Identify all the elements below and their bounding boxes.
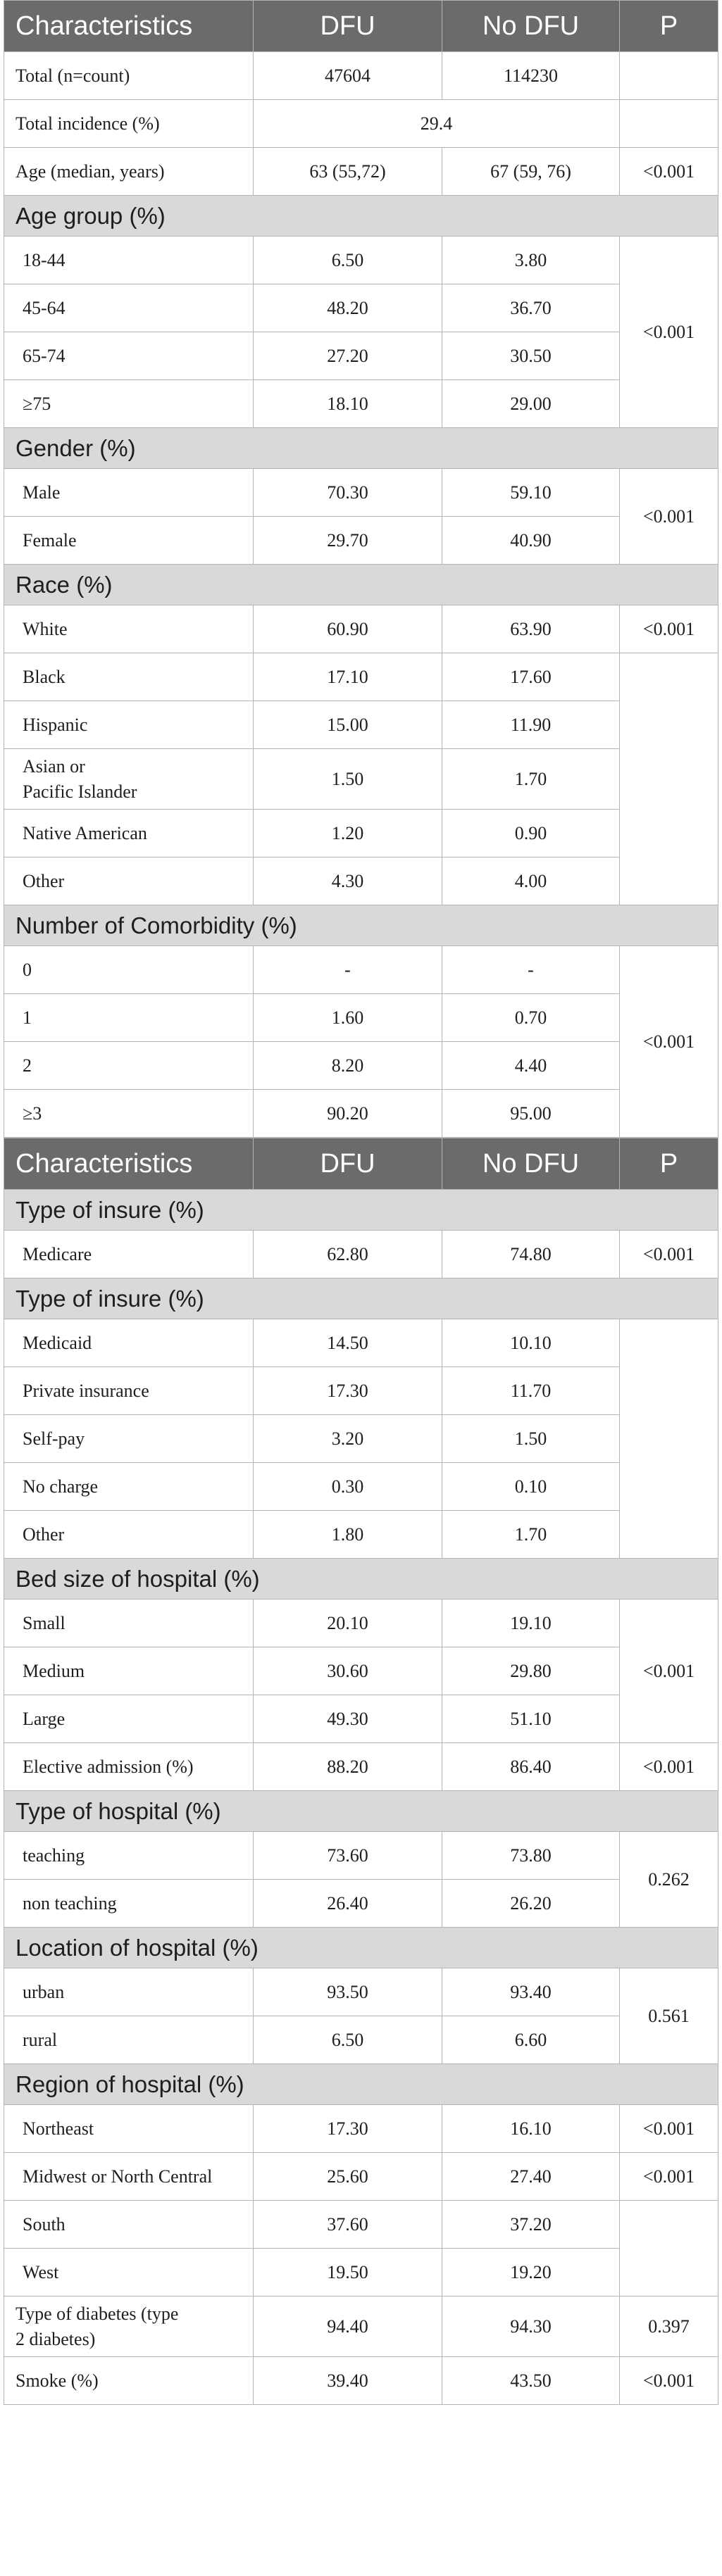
no-dfu-value: 4.40 — [442, 1042, 620, 1090]
row-label: 0 — [4, 946, 254, 994]
row-label: Type of diabetes (type 2 diabetes) — [4, 2297, 254, 2357]
row-label: Total incidence (%) — [4, 100, 254, 148]
section-row — [4, 2064, 718, 2105]
no-dfu-value: 51.10 — [442, 1695, 620, 1743]
row-label: 2 — [4, 1042, 254, 1090]
no-dfu-value: 67 (59, 76) — [442, 148, 620, 196]
dfu-value: 48.20 — [254, 284, 442, 332]
section-row — [4, 565, 718, 605]
dfu-value: 1.50 — [254, 749, 442, 810]
p-value: 0.561 — [620, 1968, 718, 2064]
table-row — [4, 2105, 718, 2153]
no-dfu-value: 93.40 — [442, 1968, 620, 2016]
section-label: Type of insure (%) — [4, 1278, 718, 1319]
section-row — [4, 1559, 718, 1600]
dfu-value: 26.40 — [254, 1880, 442, 1928]
dfu-value: 27.20 — [254, 332, 442, 380]
no-dfu-value: 27.40 — [442, 2153, 620, 2201]
table-row — [4, 857, 718, 905]
dfu-value: 63 (55,72) — [254, 148, 442, 196]
table-row — [4, 2201, 718, 2249]
row-label: ≥3 — [4, 1090, 254, 1138]
row-label: teaching — [4, 1832, 254, 1880]
no-dfu-value: 1.70 — [442, 749, 620, 810]
table-row — [4, 1319, 718, 1367]
dfu-value: 19.50 — [254, 2249, 442, 2297]
row-label: Native American — [4, 810, 254, 857]
row-label: Smoke (%) — [4, 2357, 254, 2405]
row-label: Black — [4, 653, 254, 701]
row-label: Medium — [4, 1647, 254, 1695]
no-dfu-value: 86.40 — [442, 1743, 620, 1791]
no-dfu-value: 95.00 — [442, 1090, 620, 1138]
dfu-value: 17.30 — [254, 1367, 442, 1415]
no-dfu-value: 0.70 — [442, 994, 620, 1042]
merged-value: 29.4 — [254, 100, 620, 148]
dfu-value: 94.40 — [254, 2297, 442, 2357]
table-row — [4, 1968, 718, 2016]
section-label: Race (%) — [4, 565, 718, 605]
no-dfu-value: 37.20 — [442, 2201, 620, 2249]
no-dfu-value: 114230 — [442, 52, 620, 100]
header-p: P — [620, 1, 718, 52]
table-row — [4, 237, 718, 284]
section-label: Gender (%) — [4, 428, 718, 469]
dfu-value: 37.60 — [254, 2201, 442, 2249]
dfu-value: 62.80 — [254, 1231, 442, 1278]
dfu-value: 17.10 — [254, 653, 442, 701]
dfu-value: 60.90 — [254, 605, 442, 653]
no-dfu-value: 0.10 — [442, 1463, 620, 1511]
row-label: Elective admission (%) — [4, 1743, 254, 1791]
section-row — [4, 1928, 718, 1968]
characteristics-table-part-2 — [4, 1138, 718, 2405]
dfu-value: 47604 — [254, 52, 442, 100]
p-value: <0.001 — [620, 946, 718, 1138]
section-label: Type of insure (%) — [4, 1190, 718, 1231]
no-dfu-value: 1.70 — [442, 1511, 620, 1559]
p-value: <0.001 — [620, 2153, 718, 2201]
row-label: Midwest or North Central — [4, 2153, 254, 2201]
section-label: Number of Comorbidity (%) — [4, 905, 718, 946]
row-label: Large — [4, 1695, 254, 1743]
section-label: Location of hospital (%) — [4, 1928, 718, 1968]
table-row — [4, 469, 718, 517]
dfu-value: 70.30 — [254, 469, 442, 517]
p-value: <0.001 — [620, 1231, 718, 1278]
no-dfu-value: 10.10 — [442, 1319, 620, 1367]
row-label: White — [4, 605, 254, 653]
p-value: <0.001 — [620, 148, 718, 196]
table-row — [4, 380, 718, 428]
no-dfu-value: 11.70 — [442, 1367, 620, 1415]
dfu-value: 93.50 — [254, 1968, 442, 2016]
table-row — [4, 1880, 718, 1928]
dfu-value: 15.00 — [254, 701, 442, 749]
table-row — [4, 1231, 718, 1278]
p-value: 0.262 — [620, 1832, 718, 1928]
row-label: Small — [4, 1600, 254, 1647]
no-dfu-value: 17.60 — [442, 653, 620, 701]
no-dfu-value: 1.50 — [442, 1415, 620, 1463]
dfu-value: 6.50 — [254, 2016, 442, 2064]
no-dfu-value: 36.70 — [442, 284, 620, 332]
row-label: Other — [4, 1511, 254, 1559]
table-row — [4, 946, 718, 994]
header-no-dfu: No DFU — [442, 1138, 620, 1190]
p-value: <0.001 — [620, 2105, 718, 2153]
row-label: urban — [4, 1968, 254, 2016]
dfu-value: 8.20 — [254, 1042, 442, 1090]
dfu-value: 88.20 — [254, 1743, 442, 1791]
table-row — [4, 1511, 718, 1559]
row-label: Male — [4, 469, 254, 517]
table-row — [4, 100, 718, 148]
table-row — [4, 1743, 718, 1791]
table-row — [4, 148, 718, 196]
no-dfu-value: 94.30 — [442, 2297, 620, 2357]
table-row — [4, 52, 718, 100]
header-dfu: DFU — [254, 1, 442, 52]
dfu-value: 29.70 — [254, 517, 442, 565]
no-dfu-value: 4.00 — [442, 857, 620, 905]
table-row — [4, 1600, 718, 1647]
section-label: Age group (%) — [4, 196, 718, 237]
no-dfu-value: 19.20 — [442, 2249, 620, 2297]
section-row — [4, 1791, 718, 1832]
row-label: No charge — [4, 1463, 254, 1511]
dfu-value: 90.20 — [254, 1090, 442, 1138]
row-label: 18-44 — [4, 237, 254, 284]
dfu-value: 73.60 — [254, 1832, 442, 1880]
dfu-value: 39.40 — [254, 2357, 442, 2405]
p-value: <0.001 — [620, 469, 718, 565]
row-label: West — [4, 2249, 254, 2297]
row-label: Age (median, years) — [4, 148, 254, 196]
row-label: Private insurance — [4, 1367, 254, 1415]
row-label: South — [4, 2201, 254, 2249]
dfu-value: 4.30 — [254, 857, 442, 905]
characteristics-table-part-1 — [4, 0, 718, 1138]
table-row — [4, 1415, 718, 1463]
section-row — [4, 196, 718, 237]
header-characteristics: Characteristics — [4, 1138, 254, 1190]
section-row — [4, 1190, 718, 1231]
dfu-value: 6.50 — [254, 237, 442, 284]
dfu-value: 17.30 — [254, 2105, 442, 2153]
row-label: 1 — [4, 994, 254, 1042]
table-row — [4, 605, 718, 653]
p-value: <0.001 — [620, 237, 718, 428]
table-row — [4, 810, 718, 857]
header-row — [4, 1, 718, 52]
section-row — [4, 428, 718, 469]
dfu-value: 3.20 — [254, 1415, 442, 1463]
dfu-value: 0.30 — [254, 1463, 442, 1511]
table-row — [4, 517, 718, 565]
row-label: Self-pay — [4, 1415, 254, 1463]
no-dfu-value: 29.80 — [442, 1647, 620, 1695]
no-dfu-value: 73.80 — [442, 1832, 620, 1880]
section-label: Type of hospital (%) — [4, 1791, 718, 1832]
row-label: Medicaid — [4, 1319, 254, 1367]
dfu-value: - — [254, 946, 442, 994]
no-dfu-value: 63.90 — [442, 605, 620, 653]
table-row — [4, 2016, 718, 2064]
header-p: P — [620, 1138, 718, 1190]
p-value — [620, 52, 718, 100]
table-row — [4, 1042, 718, 1090]
table-row — [4, 701, 718, 749]
table-row — [4, 653, 718, 701]
header-no-dfu: No DFU — [442, 1, 620, 52]
section-label: Bed size of hospital (%) — [4, 1559, 718, 1600]
no-dfu-value: 11.90 — [442, 701, 620, 749]
p-value — [620, 1319, 718, 1559]
table-row — [4, 1367, 718, 1415]
p-value — [620, 100, 718, 148]
no-dfu-value: 6.60 — [442, 2016, 620, 2064]
no-dfu-value: 29.00 — [442, 380, 620, 428]
no-dfu-value: 16.10 — [442, 2105, 620, 2153]
dfu-value: 30.60 — [254, 1647, 442, 1695]
row-label: non teaching — [4, 1880, 254, 1928]
table-row — [4, 749, 718, 810]
no-dfu-value: 30.50 — [442, 332, 620, 380]
table-row — [4, 1695, 718, 1743]
p-value: <0.001 — [620, 1743, 718, 1791]
no-dfu-value: - — [442, 946, 620, 994]
dfu-value: 49.30 — [254, 1695, 442, 1743]
dfu-value: 20.10 — [254, 1600, 442, 1647]
row-label: Total (n=count) — [4, 52, 254, 100]
header-characteristics: Characteristics — [4, 1, 254, 52]
table-row — [4, 2357, 718, 2405]
row-label: rural — [4, 2016, 254, 2064]
dfu-value: 25.60 — [254, 2153, 442, 2201]
table-row — [4, 1090, 718, 1138]
table-row — [4, 1463, 718, 1511]
dfu-value: 1.80 — [254, 1511, 442, 1559]
p-value — [620, 653, 718, 905]
dfu-value: 1.60 — [254, 994, 442, 1042]
no-dfu-value: 3.80 — [442, 237, 620, 284]
row-label: Asian or Pacific Islander — [4, 749, 254, 810]
no-dfu-value: 0.90 — [442, 810, 620, 857]
p-value — [620, 2201, 718, 2297]
row-label: Hispanic — [4, 701, 254, 749]
p-value: <0.001 — [620, 2357, 718, 2405]
row-label: Other — [4, 857, 254, 905]
header-row — [4, 1138, 718, 1190]
no-dfu-value: 74.80 — [442, 1231, 620, 1278]
no-dfu-value: 19.10 — [442, 1600, 620, 1647]
table-row — [4, 284, 718, 332]
row-label: ≥75 — [4, 380, 254, 428]
dfu-value: 1.20 — [254, 810, 442, 857]
no-dfu-value: 43.50 — [442, 2357, 620, 2405]
table-row — [4, 994, 718, 1042]
header-dfu: DFU — [254, 1138, 442, 1190]
table-row — [4, 2249, 718, 2297]
no-dfu-value: 59.10 — [442, 469, 620, 517]
dfu-value: 14.50 — [254, 1319, 442, 1367]
row-label: Medicare — [4, 1231, 254, 1278]
table-row — [4, 2297, 718, 2357]
row-label: 45-64 — [4, 284, 254, 332]
p-value: <0.001 — [620, 605, 718, 653]
table-row — [4, 2153, 718, 2201]
section-row — [4, 1278, 718, 1319]
no-dfu-value: 40.90 — [442, 517, 620, 565]
table-row — [4, 1647, 718, 1695]
p-value: 0.397 — [620, 2297, 718, 2357]
no-dfu-value: 26.20 — [442, 1880, 620, 1928]
table-row — [4, 332, 718, 380]
section-row — [4, 905, 718, 946]
p-value: <0.001 — [620, 1600, 718, 1743]
section-label: Region of hospital (%) — [4, 2064, 718, 2105]
row-label: Female — [4, 517, 254, 565]
dfu-value: 18.10 — [254, 380, 442, 428]
table-row — [4, 1832, 718, 1880]
row-label: 65-74 — [4, 332, 254, 380]
row-label: Northeast — [4, 2105, 254, 2153]
